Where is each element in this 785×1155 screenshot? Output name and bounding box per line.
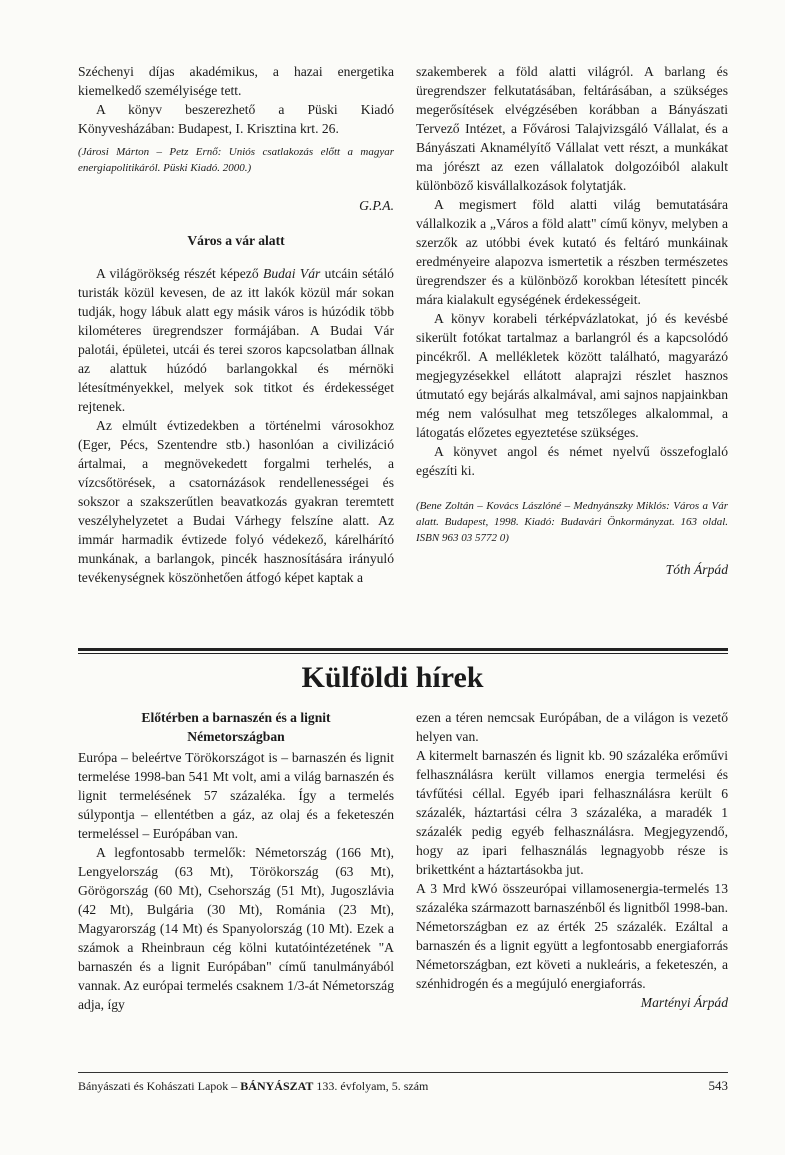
paragraph: A könyv korabeli térképvázlatokat, jó és kevésbé sikerült fotókat tartalmaz a barlangról és a kapcsolódó pincékről. A mellékletek között található, magyarázó megjegyzésekkel ellátott alaprajzi részlet hasznos útmutató egy bejárás alkalmával, ami sajnos napjainkban még nem valósulhat meg tetszőleges alkalommal, a látogatás előzetes egyeztetése szükséges.: [416, 311, 728, 440]
paragraph: A legfontosabb termelők: Németország (166 Mt), Lengyelország (63 Mt), Törökország (63 Mt), Görögország (60 Mt), Csehország (51 Mt), Jugoszlávia (42 Mt), Bulgária (30 Mt), Románia (23 Mt), Magyarország (14 Mt) és Spanyolország (10 Mt). Ezek a számok a Rheinbraun cég kölni kutatóintézetének "A barnaszén és a lignit Európában" című tanulmányából vannak. Az európai termelés csaknem 1/3-át Németország adja, így: [78, 845, 394, 1012]
footer-divider: [78, 1072, 728, 1073]
page-footer: [78, 1078, 728, 1094]
article-title: [78, 708, 394, 746]
author-signature: G.P.A.: [359, 198, 394, 213]
author-signature: Martényi Árpád: [640, 995, 728, 1010]
paragraph: A megismert föld alatti világ bemutatására vállalkozik a „Város a föld alatt" című könyv, melyben a szerzők az utóbbi évek kutató és feltáró munkáinak eredményeire alapozva ismertetik a részben természetes üregrendszer és a különböző korokban létesített pincék mára kialakult egységének érdekességeit.: [416, 197, 728, 307]
paragraph: Az elmúlt évtizedekben a történelmi városokhoz (Eger, Pécs, Szentendre stb.) hasonlóan a civilizáció ártalmai, a megnövekedett forgalmi terhelés, a vízcsőtörések, a csatornázások rendellenességei és sokszor a szakszerűtlen beavatkozás gyakran teremtett veszélyhelyzetet a Budai Várhegy felszíne alatt. Az immár harmadik évtizede folyó védekező, kárelhárító munkának, a barlangok, pincék hasznosítására irányuló tevékenységnek köszönhetően átfogó képet kaptak a: [78, 418, 394, 585]
journal-name-bold: BÁNYÁSZAT: [240, 1079, 314, 1093]
paragraph: szakemberek a föld alatti világról. A barlang és üregrendszer felkutatásában, feltárásában, a szükséges megerősítések elvégzésében korábban a Bányászati Tervező Intézet, a Fővárosi Talajvizsgáló Vállalat, és a Bányászati Aknamélyítő Vállalat vett részt, a munkákat ma jórészt az ezen vállalatok dolgozóiból alakult különböző kisvállalkozások folytatják.: [416, 64, 728, 193]
paragraph: A könyvet angol és német nyelvű összefoglaló egészíti ki.: [416, 444, 728, 478]
section-divider: [78, 648, 728, 651]
issue-info: 133. évfolyam, 5. szám: [313, 1079, 429, 1093]
citation: (Bene Zoltán – Kovács Lászlóné – Mednyánszky Miklós: Város a Vár alatt. Budapest, 1998. Kiadó: Budavári Önkormányzat. 163 oldal. ISBN 963 03 5772 0): [416, 500, 728, 544]
paragraph: A könyv beszerezhető a Püski Kiadó Könyvesházában: Budapest, I. Krisztina krt. 26.: [78, 102, 394, 136]
paragraph: A kitermelt barnaszén és lignit kb. 90 százaléka erőművi felhasználásra került villamos energia termelési és távfűtési céllal. Egyéb ipari felhasználásra került 6 százalék, háztartási célra 3 százaléka, a maradék 1 százalék pedig egyéb felhasználásra. Megjegyzendő, hogy az ipari felhasználás legnagyobb része is brikettként a háztartásokba jut.: [416, 748, 728, 877]
right-column-top: [416, 62, 728, 579]
author-signature: Tóth Árpád: [665, 562, 728, 577]
paragraph: [78, 264, 394, 416]
page-number: 543: [708, 1078, 728, 1093]
section-title: Külföldi hírek: [301, 661, 484, 694]
right-column-bottom: [416, 708, 728, 1012]
text-span: utcáin sétáló turisták közül kevesen, de az itt lakók közül már sokan tudják, hogy lábuk alatt egy másik város is húzódik több kilométeres üregrendszer formájában. A Budai Vár palotái, épületei, utcái és terei szoros kapcsolatban állnak az alattuk húzódó barlangokkal és mérnöki létesítményekkel, melyek sok titkot és érdekességet rejtenek.: [78, 266, 394, 414]
journal-name: Bányászati és Kohászati Lapok –: [78, 1079, 241, 1093]
paragraph: Széchenyi díjas akadémikus, a hazai energetika kiemelkedő személyisége tett.: [78, 64, 394, 98]
paragraph: Európa – beleértve Törökországot is – barnaszén és lignit termelése 1998-ban 541 Mt volt, ami a világ barnaszén és lignit termelésének 57 százaléka. Így a termelés súlypontja – ellentétben a gáz, az olaj és a feketeszén termeléssel – Európában van.: [78, 750, 394, 841]
left-column-bottom: [78, 708, 394, 1014]
section-divider-thin: [78, 653, 728, 654]
paragraph: A 3 Mrd kWó összeurópai villamosenergia-termelés 13 százaléka származott barnaszénből és lignitből 1998-ban. Németországban ez az érték 25 százalék. Ezáltal a barnaszén és a lignit együtt a legfontosabb energiaforrás Németországban, ezt követi a nukleáris, a feketeszén, a szénhidrogén és a megújuló energiaforrás.: [416, 881, 728, 991]
article-title-line2: Németországban: [187, 729, 285, 744]
article-title-line1: Előtérben a barnaszén és a lignit: [141, 710, 331, 725]
article-title: Város a vár alatt: [187, 233, 285, 248]
italic-text: Budai Vár: [263, 266, 321, 281]
text-span: A világörökség részét képező: [96, 266, 264, 281]
citation: (Járosi Márton – Petz Ernő: Uniós csatlakozás előtt a magyar energiapolitikáról. Püski Kiadó. 2000.): [78, 146, 394, 174]
left-column-top: [78, 62, 394, 587]
paragraph: ezen a téren nemcsak Európában, de a világon is vezető helyen van.: [416, 710, 728, 744]
